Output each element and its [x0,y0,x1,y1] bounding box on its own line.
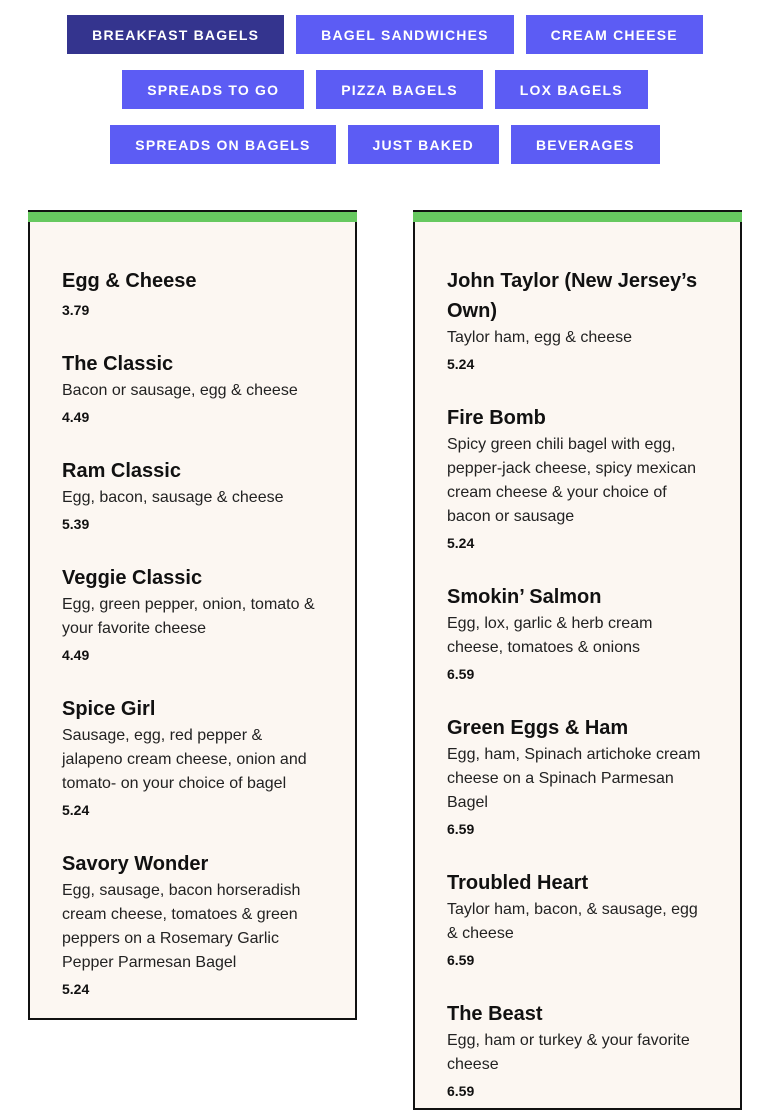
menu-item-description: Spicy green chili bagel with egg, pepper-jack cheese, spicy mexican cream cheese & your choice of bacon or sausage [447,436,697,525]
menu-item-price: 5.39 [62,516,90,532]
menu-item-description: Egg, bacon, sausage & cheese [62,489,284,506]
menu-item-price: 4.49 [62,409,90,425]
menu-item-name: Ram Classic [62,460,181,482]
menu-item [447,713,708,840]
menu-item-price: 5.24 [447,356,475,372]
tab-row [0,125,770,164]
tab-pizza-bagels[interactable]: PIZZA BAGELS [316,70,483,109]
menu-item-name: The Classic [62,353,174,375]
menu-item [62,849,323,1000]
menu-card-right [413,210,742,1110]
tab-just-baked[interactable]: JUST BAKED [348,125,499,164]
menu-item-name: Savory Wonder [62,853,209,875]
menu-item [447,582,708,685]
menu-item-name: Smokin’ Salmon [447,586,602,608]
menu-item-price: 6.59 [447,821,475,837]
menu-item [62,456,323,535]
menu-item-name: Veggie Classic [62,567,203,589]
menu-item-name: Spice Girl [62,698,156,720]
tab-breakfast-bagels[interactable]: BREAKFAST BAGELS [67,15,284,54]
menu-item-price: 5.24 [62,802,90,818]
menu-item-name: Fire Bomb [447,407,546,429]
menu-item-price: 5.24 [62,981,90,997]
menu-item-name: Green Eggs & Ham [447,717,629,739]
menu-item-name: Egg & Cheese [62,270,197,292]
tab-bagel-sandwiches[interactable]: BAGEL SANDWICHES [296,15,514,54]
menu-list-left [30,222,355,1000]
menu-item-price: 4.49 [62,647,90,663]
menu-item-price: 3.79 [62,302,90,318]
menu-item [62,694,323,821]
menu-item [447,403,708,554]
tab-beverages[interactable]: BEVERAGES [511,125,660,164]
card-accent-bar [28,210,357,222]
menu-item-description: Taylor ham, egg & cheese [447,329,632,346]
tab-spreads-to-go[interactable]: SPREADS TO GO [122,70,304,109]
category-tabs [0,15,770,180]
tab-lox-bagels[interactable]: LOX BAGELS [495,70,648,109]
tab-cream-cheese[interactable]: CREAM CHEESE [526,15,703,54]
menu-item-price: 5.24 [447,535,475,551]
menu-item-description: Bacon or sausage, egg & cheese [62,382,298,399]
card-accent-bar [413,210,742,222]
menu-item-description: Taylor ham, bacon, & sausage, egg & cheese [447,901,698,942]
menu-item-price: 6.59 [447,666,475,682]
menu-item-description: Sausage, egg, red pepper & jalapeno cream cheese, onion and tomato- on your choice of bagel [62,727,307,792]
menu-item-name: Troubled Heart [447,872,589,894]
menu-item [447,266,708,375]
menu-item [62,563,323,666]
menu-item-description: Egg, ham or turkey & your favorite cheese [447,1032,690,1073]
menu-item [447,868,708,971]
menu-list-right [415,222,740,1102]
menu-item-description: Egg, lox, garlic & herb cream cheese, tomatoes & onions [447,615,653,656]
tab-row [0,15,770,54]
menu-item-price: 6.59 [447,1083,475,1099]
menu-item [62,349,323,428]
menu-item-description: Egg, sausage, bacon horseradish cream cheese, tomatoes & green peppers on a Rosemary Garlic Pepper Parmesan Bagel [62,882,301,971]
menu-item-name: John Taylor (New Jersey’s Own) [447,270,698,322]
tab-spreads-on-bagels[interactable]: SPREADS ON BAGELS [110,125,335,164]
menu-card-left [28,210,357,1020]
menu-item-price: 6.59 [447,952,475,968]
menu-item [62,266,323,321]
menu-item-description: Egg, ham, Spinach artichoke cream cheese on a Spinach Parmesan Bagel [447,746,701,811]
menu-item-description: Egg, green pepper, onion, tomato & your favorite cheese [62,596,315,637]
menu-item-name: The Beast [447,1003,543,1025]
tab-row [0,70,770,109]
